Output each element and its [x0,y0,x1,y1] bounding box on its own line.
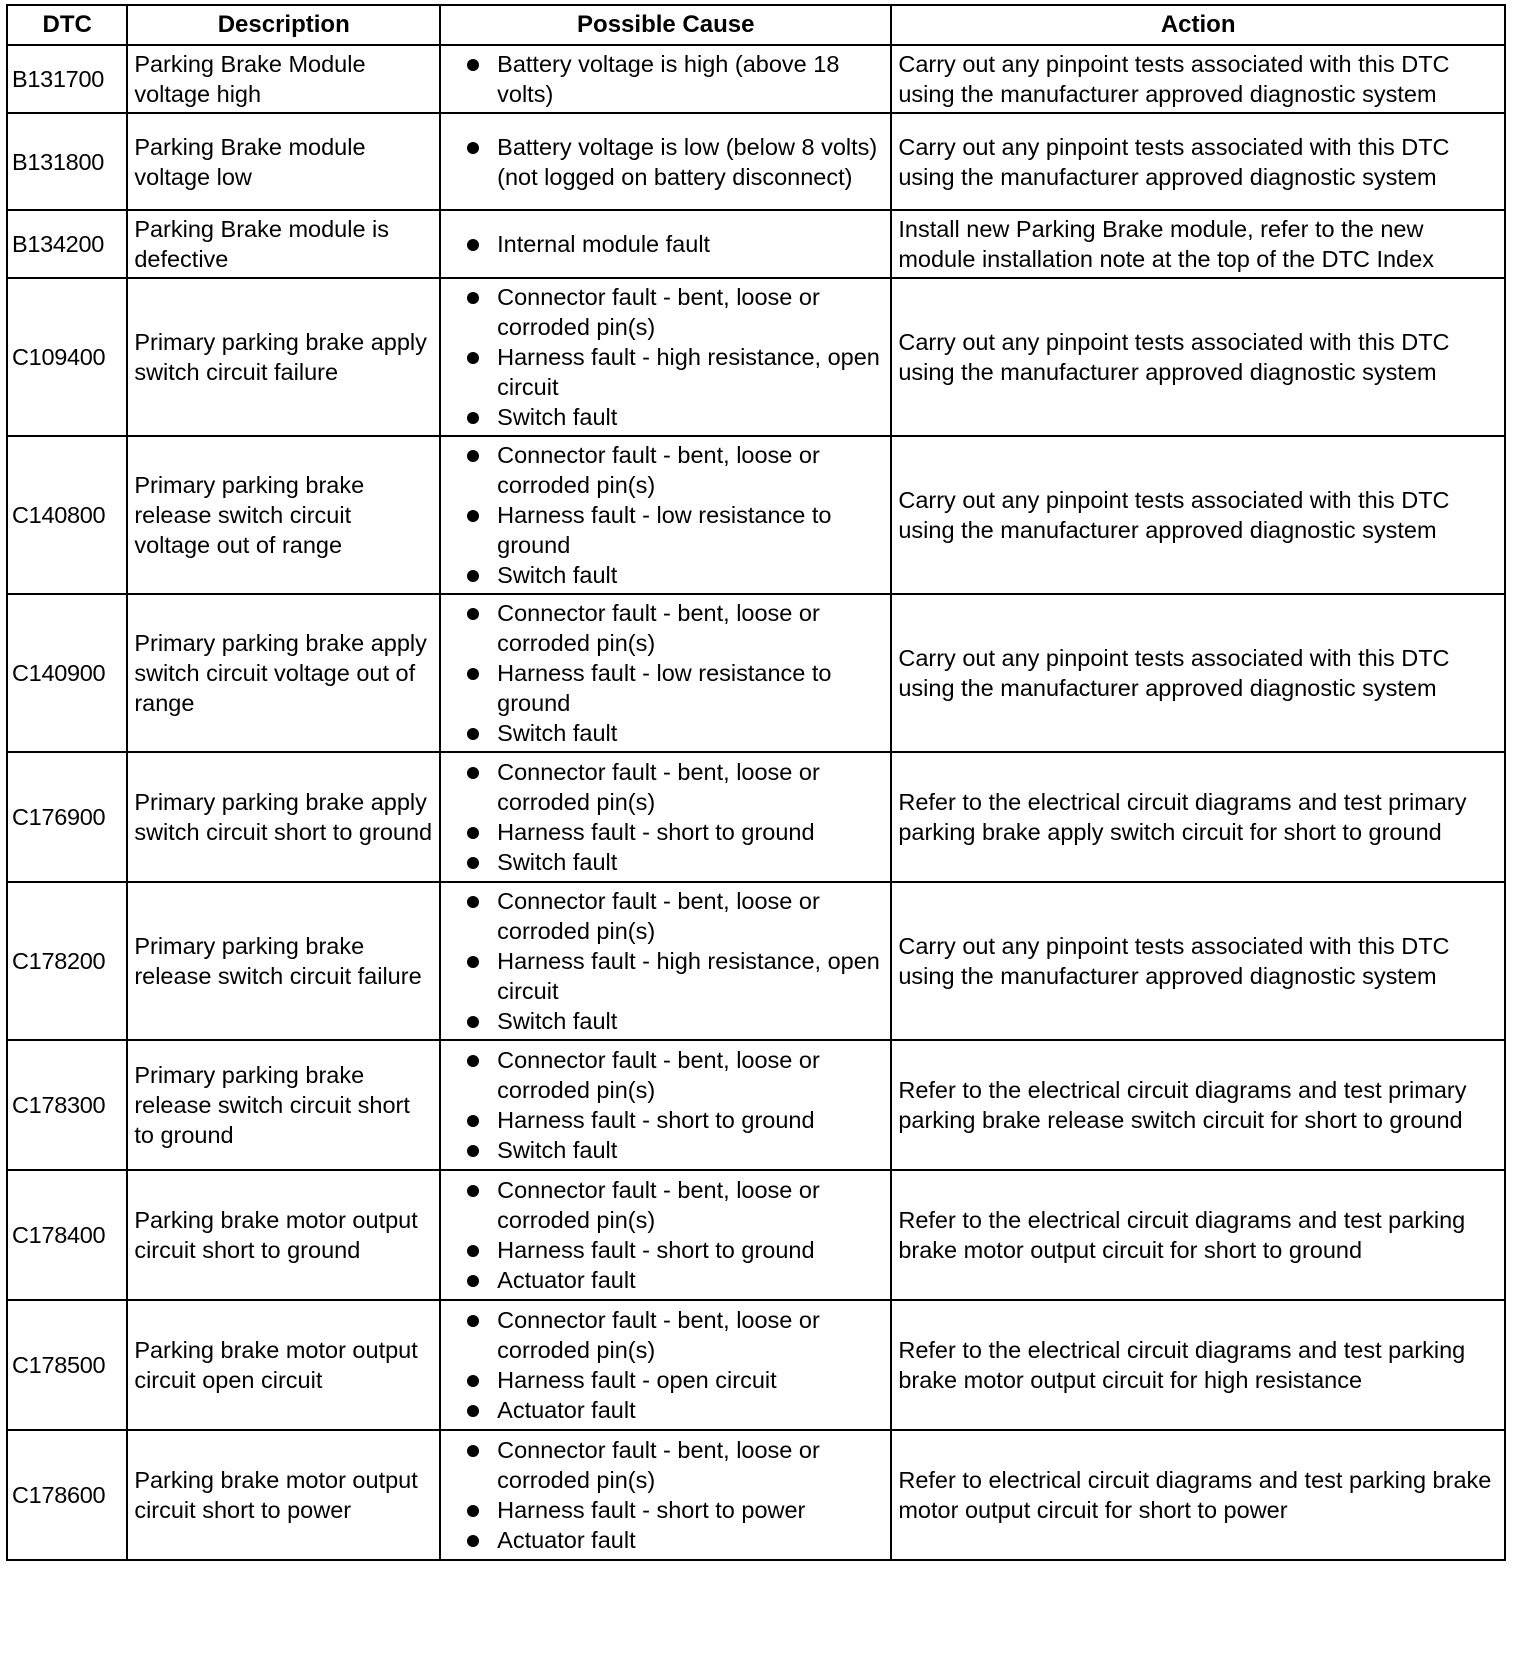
header-dtc: DTC [7,5,127,45]
bullet-icon [467,827,479,839]
cause-text: Harness fault - low resistance to ground [497,502,832,558]
bullet-icon [467,570,479,582]
cause-text: Connector fault - bent, loose or corroded pin(s) [497,284,820,340]
dtc-description: Parking Brake module is defective [127,210,440,278]
cause-item [447,1305,884,1365]
dtc-action: Carry out any pinpoint tests associated with this DTC using the manufacturer approved diagnostic system [891,278,1505,436]
cause-item [447,1495,884,1525]
bullet-icon [467,1315,479,1327]
bullet-icon [467,956,479,968]
dtc-action: Refer to the electrical circuit diagrams and test parking brake motor output circuit for short to ground [891,1170,1505,1300]
cause-text: Harness fault - short to ground [497,1107,815,1133]
table-row [7,278,1505,436]
cause-text: Harness fault - open circuit [497,1367,777,1393]
possible-cause-cell [440,1040,891,1170]
dtc-code: C178200 [7,882,127,1040]
cause-text: Switch fault [497,1137,618,1163]
table-row [7,1040,1505,1170]
dtc-action: Carry out any pinpoint tests associated with this DTC using the manufacturer approved diagnostic system [891,882,1505,1040]
cause-text: Connector fault - bent, loose or corroded pin(s) [497,888,820,944]
cause-text: Connector fault - bent, loose or corroded pin(s) [497,1437,820,1493]
table-header [7,5,1505,45]
cause-text: Harness fault - short to ground [497,819,815,845]
dtc-action: Refer to the electrical circuit diagrams and test parking brake motor output circuit for high resistance [891,1300,1505,1430]
cause-item [447,1006,884,1036]
table-row [7,210,1505,278]
cause-item [447,132,884,192]
cause-item [447,1175,884,1235]
dtc-code: C140900 [7,594,127,752]
bullet-icon [467,412,479,424]
cause-item [447,1435,884,1495]
table-row [7,113,1505,210]
cause-item [447,1105,884,1135]
cause-item [447,282,884,342]
cause-item [447,402,884,432]
dtc-code: B131800 [7,113,127,210]
cause-text: Battery voltage is low (below 8 volts) (not logged on battery disconnect) [497,133,878,190]
cause-text: Harness fault - high resistance, open circuit [497,344,880,400]
cause-item [447,1135,884,1165]
possible-cause-cell [440,113,891,210]
dtc-description: Parking brake motor output circuit short to ground [127,1170,440,1300]
possible-cause-cell [440,752,891,882]
cause-text: Internal module fault [497,231,711,257]
cause-text: Actuator fault [497,1397,636,1423]
bullet-icon [467,1185,479,1197]
bullet-icon [467,1016,479,1028]
cause-text: Switch fault [497,562,618,588]
possible-cause-cell [440,436,891,594]
cause-list [447,132,884,192]
dtc-code: C178300 [7,1040,127,1170]
cause-item [447,1265,884,1295]
dtc-action: Install new Parking Brake module, refer to the new module installation note at the top of the DTC Index [891,210,1505,278]
cause-item [447,658,884,718]
dtc-code: C140800 [7,436,127,594]
cause-text: Switch fault [497,849,618,875]
dtc-description: Parking brake motor output circuit short to power [127,1430,440,1560]
cause-list [447,757,884,877]
dtc-table [6,4,1506,1561]
table-row [7,1430,1505,1560]
dtc-action: Carry out any pinpoint tests associated with this DTC using the manufacturer approved diagnostic system [891,113,1505,210]
cause-item [447,886,884,946]
possible-cause-cell [440,1430,891,1560]
bullet-icon [467,668,479,680]
bullet-icon [467,1505,479,1517]
table-row [7,45,1505,113]
cause-text: Actuator fault [497,1267,636,1293]
bullet-icon [467,1055,479,1067]
dtc-description: Primary parking brake release switch circuit voltage out of range [127,436,440,594]
cause-text: Connector fault - bent, loose or corroded pin(s) [497,600,820,656]
possible-cause-cell [440,882,891,1040]
cause-text: Harness fault - high resistance, open circuit [497,948,880,1004]
cause-text: Switch fault [497,720,618,746]
table-row [7,1170,1505,1300]
cause-list [447,229,884,259]
table-row [7,882,1505,1040]
bullet-icon [467,1245,479,1257]
table-body [7,45,1505,1560]
cause-item [447,757,884,817]
cause-list [447,886,884,1036]
cause-text: Connector fault - bent, loose or corroded pin(s) [497,1177,820,1233]
bullet-icon [467,608,479,620]
cause-list [447,1435,884,1555]
possible-cause-cell [440,1170,891,1300]
dtc-description: Parking Brake Module voltage high [127,45,440,113]
bullet-icon [467,1445,479,1457]
cause-text: Switch fault [497,404,618,430]
dtc-code: C178500 [7,1300,127,1430]
possible-cause-cell [440,45,891,113]
bullet-icon [467,352,479,364]
bullet-icon [467,239,479,251]
cause-item [447,1525,884,1555]
cause-item [447,718,884,748]
cause-text: Harness fault - short to ground [497,1237,815,1263]
possible-cause-cell [440,278,891,436]
cause-list [447,1305,884,1425]
table-row [7,436,1505,594]
dtc-description: Primary parking brake release switch circuit failure [127,882,440,1040]
cause-item [447,598,884,658]
cause-text: Connector fault - bent, loose or corroded pin(s) [497,1307,820,1363]
dtc-code: C109400 [7,278,127,436]
bullet-icon [467,292,479,304]
cause-item [447,847,884,877]
cause-text: Battery voltage is high (above 18 volts) [497,51,840,107]
cause-text: Harness fault - short to power [497,1497,806,1523]
cause-list [447,1175,884,1295]
cause-list [447,49,884,109]
cause-text: Switch fault [497,1008,618,1034]
cause-item [447,817,884,847]
cause-item [447,560,884,590]
dtc-action: Refer to the electrical circuit diagrams and test primary parking brake release switch circuit for short to ground [891,1040,1505,1170]
bullet-icon [467,1405,479,1417]
dtc-code: B134200 [7,210,127,278]
dtc-description: Primary parking brake release switch circuit short to ground [127,1040,440,1170]
bullet-icon [467,896,479,908]
bullet-icon [467,1275,479,1287]
bullet-icon [467,450,479,462]
bullet-icon [467,142,479,154]
possible-cause-cell [440,210,891,278]
bullet-icon [467,1375,479,1387]
bullet-icon [467,857,479,869]
bullet-icon [467,1145,479,1157]
dtc-description: Parking brake motor output circuit open circuit [127,1300,440,1430]
cause-item [447,440,884,500]
dtc-action: Refer to the electrical circuit diagrams and test primary parking brake apply switch circuit for short to ground [891,752,1505,882]
dtc-action: Carry out any pinpoint tests associated with this DTC using the manufacturer approved diagnostic system [891,45,1505,113]
dtc-code: C176900 [7,752,127,882]
header-description: Description [127,5,440,45]
bullet-icon [467,1535,479,1547]
possible-cause-cell [440,594,891,752]
cause-item [447,229,884,259]
header-row [7,5,1505,45]
cause-item [447,946,884,1006]
cause-item [447,49,884,109]
cause-text: Connector fault - bent, loose or corroded pin(s) [497,1047,820,1103]
dtc-description: Primary parking brake apply switch circuit short to ground [127,752,440,882]
cause-text: Actuator fault [497,1527,636,1553]
table-row [7,594,1505,752]
dtc-action: Carry out any pinpoint tests associated with this DTC using the manufacturer approved diagnostic system [891,594,1505,752]
bullet-icon [467,728,479,740]
possible-cause-cell [440,1300,891,1430]
cause-list [447,598,884,748]
dtc-code: B131700 [7,45,127,113]
table-row [7,1300,1505,1430]
dtc-action: Refer to electrical circuit diagrams and test parking brake motor output circuit for short to power [891,1430,1505,1560]
cause-list [447,282,884,432]
table-row [7,752,1505,882]
dtc-description: Parking Brake module voltage low [127,113,440,210]
cause-text: Connector fault - bent, loose or corroded pin(s) [497,759,820,815]
bullet-icon [467,767,479,779]
cause-item [447,500,884,560]
dtc-action: Carry out any pinpoint tests associated with this DTC using the manufacturer approved diagnostic system [891,436,1505,594]
cause-list [447,1045,884,1165]
dtc-code: C178400 [7,1170,127,1300]
cause-item [447,1365,884,1395]
bullet-icon [467,1115,479,1127]
dtc-description: Primary parking brake apply switch circuit failure [127,278,440,436]
cause-item [447,1395,884,1425]
header-action: Action [891,5,1505,45]
header-possible-cause: Possible Cause [440,5,891,45]
bullet-icon [467,510,479,522]
bullet-icon [467,59,479,71]
cause-text: Connector fault - bent, loose or corroded pin(s) [497,442,820,498]
dtc-description: Primary parking brake apply switch circuit voltage out of range [127,594,440,752]
cause-item [447,342,884,402]
cause-item [447,1045,884,1105]
cause-text: Harness fault - low resistance to ground [497,660,832,716]
cause-item [447,1235,884,1265]
dtc-code: C178600 [7,1430,127,1560]
cause-list [447,440,884,590]
